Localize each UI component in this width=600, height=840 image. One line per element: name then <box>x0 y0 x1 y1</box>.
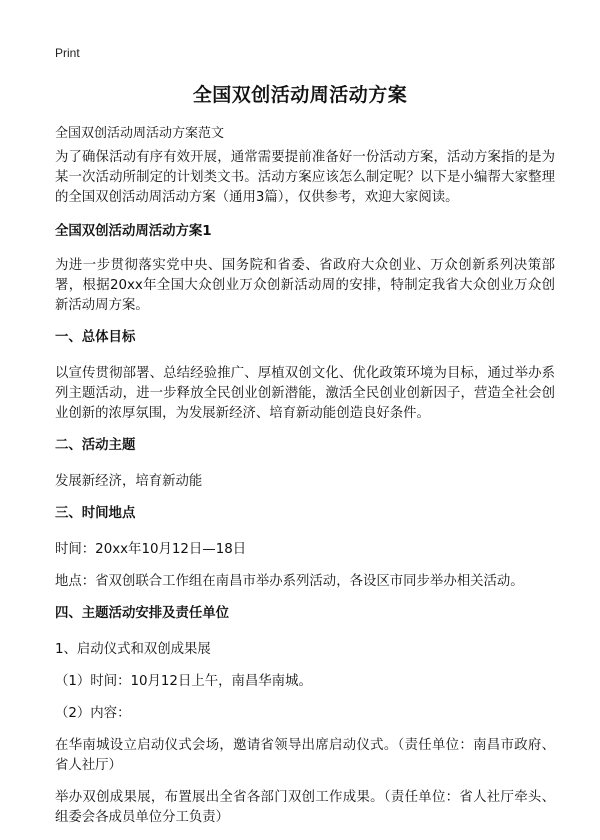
section-time: 时间：20xx年10月12日—18日 <box>55 542 247 557</box>
plan-opening-paragraph: 为进一步贯彻落实党中央、国务院和省委、省政府大众创业、万众创新系列决策部署，根据20xx年全国大众创业万众创新活动周的安排，特制定我省大众创业万众创新活动周方案。 <box>55 258 555 313</box>
section-heading-theme: 二、活动主题 <box>55 438 136 453</box>
section-place: 地点：省双创联合工作组在南昌市举办系列活动，各设区市同步举办相关活动。 <box>55 574 524 589</box>
section-heading-goal: 一、总体目标 <box>55 330 136 345</box>
activity-sub-1: （1）时间：10月12日上午，南昌华南城。 <box>55 674 312 689</box>
section-body-theme: 发展新经济，培育新动能 <box>55 474 203 489</box>
activity-sub-2: （2）内容： <box>55 706 131 721</box>
section-body-goal: 以宣传贯彻部署、总结经验推广、厚植双创文化、优化政策环境为目标，通过举办系列主题活动，进一步释放全民创业创新潜能，激活全民创业创新因子，营造全社会创业创新的浓厚氛围，为发展新经济、培育新动能创造良好条件。 <box>55 366 555 421</box>
section-heading-activities: 四、主题活动安排及责任单位 <box>55 606 230 621</box>
section-heading-time-place: 三、时间地点 <box>55 506 136 521</box>
activity-item-1: 1、启动仪式和双创成果展 <box>55 642 211 657</box>
document-body <box>55 148 555 840</box>
plan-heading: 全国双创活动周活动方案1 <box>55 224 212 239</box>
intro-paragraph: 为了确保活动有序有效开展，通常需要提前准备好一份活动方案，活动方案指的是为某一次活动所制定的计划类文书。活动方案应该怎么制定呢？以下是小编帮大家整理的全国双创活动周活动方案（通用3篇），仅供参考，欢迎大家阅读。 <box>55 150 555 205</box>
page-subtitle: 全国双创活动周活动方案范文 <box>55 126 225 141</box>
activity-detail-1: 在华南城设立启动仪式会场，邀请省领导出席启动仪式。（责任单位：南昌市政府、省人社厅） <box>55 738 555 773</box>
page-title: 全国双创活动周活动方案 <box>192 84 408 106</box>
print-label[interactable]: Print <box>55 46 80 60</box>
activity-detail-2: 举办双创成果展，布置展出全省各部门双创工作成果。（责任单位：省人社厅牵头、组委会各成员单位分工负责） <box>55 790 555 825</box>
